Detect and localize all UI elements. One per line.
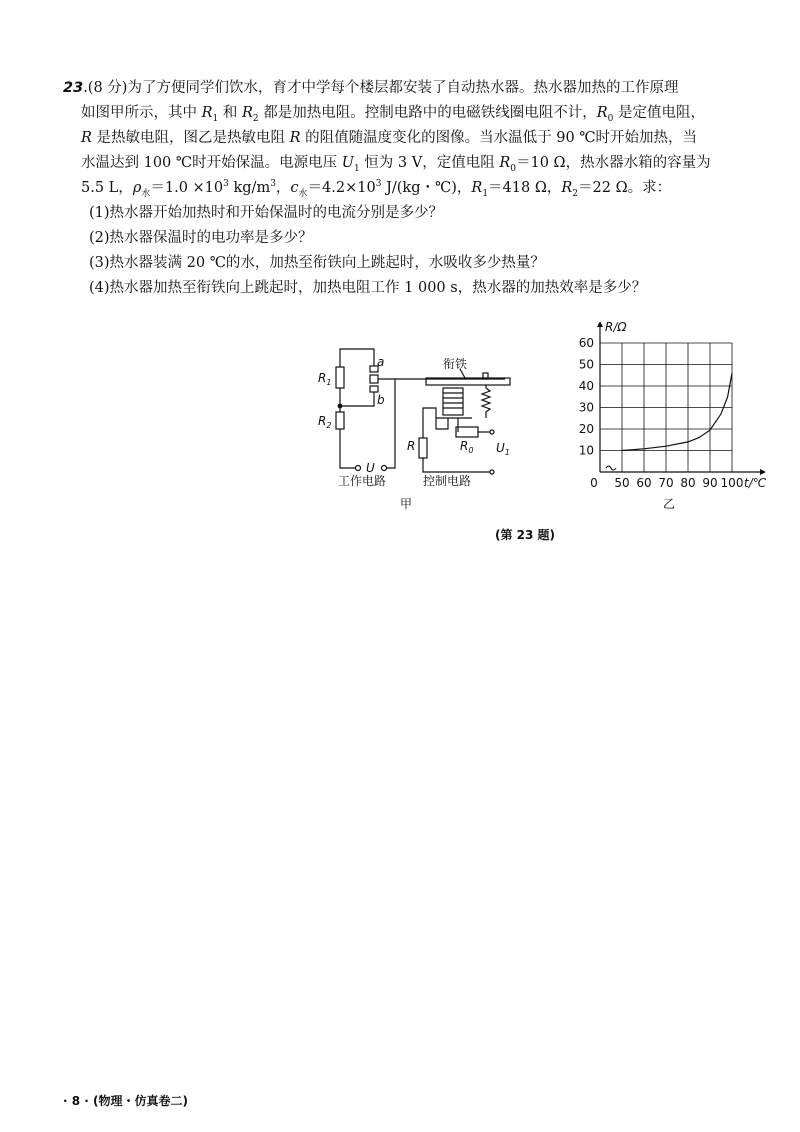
x-tick-label: 90 (702, 476, 718, 490)
terminal-U-right (382, 466, 387, 471)
spring (482, 385, 490, 418)
stem-text: 和 (218, 105, 242, 121)
x-tick-label: 0 (590, 476, 598, 490)
label-armature: 衔铁 (443, 357, 468, 371)
symbol-R: R (81, 130, 92, 146)
stem-text: 恒为 3 V，定值电阻 (359, 155, 500, 171)
superscript: 3 (375, 179, 382, 190)
moving-contact (370, 375, 378, 383)
symbol-R0: R (499, 155, 511, 171)
superscript: 3 (223, 179, 229, 190)
stem-text: 为了方便同学们饮水，育才中学每个楼层都安装了自动热水器。热水器加热的工作原理 (127, 80, 679, 96)
wire (340, 429, 355, 468)
y-tick-label: 50 (578, 357, 594, 372)
problem-23 (63, 76, 763, 301)
label-b: b (377, 393, 385, 407)
chart-x-axis-label: t/℃ (744, 476, 767, 490)
problem-stem-line-3 (63, 126, 763, 151)
symbol-R2: R (561, 180, 573, 196)
stem-text: ＝418 Ω， (488, 180, 562, 196)
stem-text: 如图甲所示，其中 (81, 105, 202, 121)
chart-ticks (579, 336, 744, 490)
stem-text: 水温达到 100 ℃时开始保温。电源电压 (81, 155, 342, 171)
label-R2: $R_2$ (318, 414, 332, 430)
question-3: (3)热水器装满 20 ℃的水，加热至衔铁向上跳起时，水吸收多少热量？ (89, 255, 545, 271)
terminal-U1-top (490, 430, 494, 434)
label-a: a (377, 355, 385, 369)
label-work-circuit: 工作电路 (338, 474, 387, 488)
stem-text: 是定值电阻， (613, 105, 706, 121)
label-R: R (407, 439, 416, 453)
subscript: 1 (353, 163, 360, 174)
problem-stem-line-4 (63, 151, 763, 176)
symbol-c: c (290, 180, 299, 196)
x-tick-label: 60 (636, 476, 652, 490)
resistor-R0 (456, 427, 478, 437)
problem-stem-line-2 (63, 101, 763, 126)
problem-stem-line-1: 23.(8 分)为了方便同学们饮水，育才中学每个楼层都安装了自动热水器。热水器加热的工作原理 (63, 80, 679, 96)
subscript: 1 (482, 188, 489, 199)
wire (387, 379, 395, 468)
x-tick-label: 70 (658, 476, 674, 490)
subscript: 2 (572, 188, 579, 199)
chart-grid (600, 343, 732, 472)
problem-stem-line-5 (63, 176, 763, 201)
symbol-rho: ρ (132, 180, 142, 196)
thermistor-R (419, 438, 427, 458)
stem-text: ＝4.2×10 (307, 180, 376, 196)
symbol-U1: U (341, 155, 354, 171)
superscript: 3 (270, 179, 276, 190)
figure-label-yi: 乙 (663, 497, 676, 511)
stem-text: ， (275, 180, 291, 196)
subscript: 水 (298, 188, 308, 199)
label-R1: $R_1$ (318, 371, 332, 387)
wire (423, 458, 490, 472)
terminal-U1-bottom (490, 470, 494, 474)
x-axis-arrow (760, 469, 766, 475)
figure-label-jia: 甲 (400, 497, 413, 511)
symbol-R2: R (241, 105, 253, 121)
resistor-R2 (336, 412, 344, 429)
question-2: (2)热水器保温时的电功率是多少？ (89, 230, 313, 246)
contact-b (370, 386, 378, 392)
label-U: U (366, 461, 375, 475)
terminal-U-left (356, 466, 361, 471)
x-tick-label: 100 (720, 476, 744, 490)
wire (340, 392, 374, 406)
symbol-R1: R (201, 105, 213, 121)
stem-text: J/(kg・℃)， (381, 180, 472, 196)
symbol-R0: R (596, 105, 608, 121)
stem-text: 都是加热电阻。控制电路中的电磁铁线圈电阻不计， (258, 105, 597, 121)
question-1: (1)热水器开始加热时和开始保温时的电流分别是多少？ (89, 205, 444, 221)
subscript: 1 (212, 113, 219, 124)
label-U1: $U_1$ (496, 441, 510, 457)
problem-points: (8 分) (87, 80, 128, 96)
symbol-R1: R (471, 180, 483, 196)
symbol-R: R (289, 130, 301, 146)
subscript: 水 (141, 188, 151, 199)
chart-y-axis-label: R/Ω (605, 322, 627, 334)
label-R0: $R_0$ (460, 439, 474, 455)
stem-text: ＝1.0 ×10 (150, 180, 224, 196)
chart-series-line (622, 373, 732, 450)
resistor-R1 (336, 367, 344, 388)
y-tick-label: 60 (578, 336, 594, 350)
figure-caption: (第 23 题) (495, 528, 556, 542)
page-footer: · 8 · (物理・仿真卷二) (63, 1094, 188, 1108)
x-tick-label: 50 (614, 476, 630, 490)
stem-text: kg/m (228, 180, 271, 196)
chart-thermistor (579, 322, 767, 511)
figure-23 (300, 322, 770, 522)
circuit-diagram (336, 349, 510, 474)
subscript: 2 (252, 113, 259, 124)
stem-text: ＝10 Ω，热水器水箱的容量为 (516, 155, 711, 171)
x-tick-label: 80 (680, 476, 696, 490)
problem-number: 23 (63, 80, 84, 96)
stem-text: ＝22 Ω。求： (578, 180, 672, 196)
stem-text: 是热敏电阻，图乙是热敏电阻 (91, 130, 290, 146)
wire (340, 349, 374, 367)
label-control-circuit: 控制电路 (423, 474, 472, 488)
electromagnet-core (443, 388, 463, 415)
y-tick-label: 30 (578, 400, 594, 415)
subscript: 0 (607, 113, 614, 124)
wire (423, 408, 448, 438)
subscript: 0 (510, 163, 516, 174)
stem-text: 的阻值随温度变化的图像。当水温低于 90 ℃时开始加热，当 (300, 130, 698, 146)
question-4: (4)热水器加热至衔铁向上跳起时，加热电阻工作 1 000 s，热水器的加热效率是多少？ (89, 280, 647, 296)
stem-text: 5.5 L， (81, 180, 133, 196)
axis-break (606, 466, 616, 470)
y-tick-label: 40 (578, 379, 594, 393)
y-tick-label: 20 (578, 422, 594, 436)
y-axis-arrow (597, 322, 603, 327)
y-tick-label: 10 (578, 443, 594, 458)
